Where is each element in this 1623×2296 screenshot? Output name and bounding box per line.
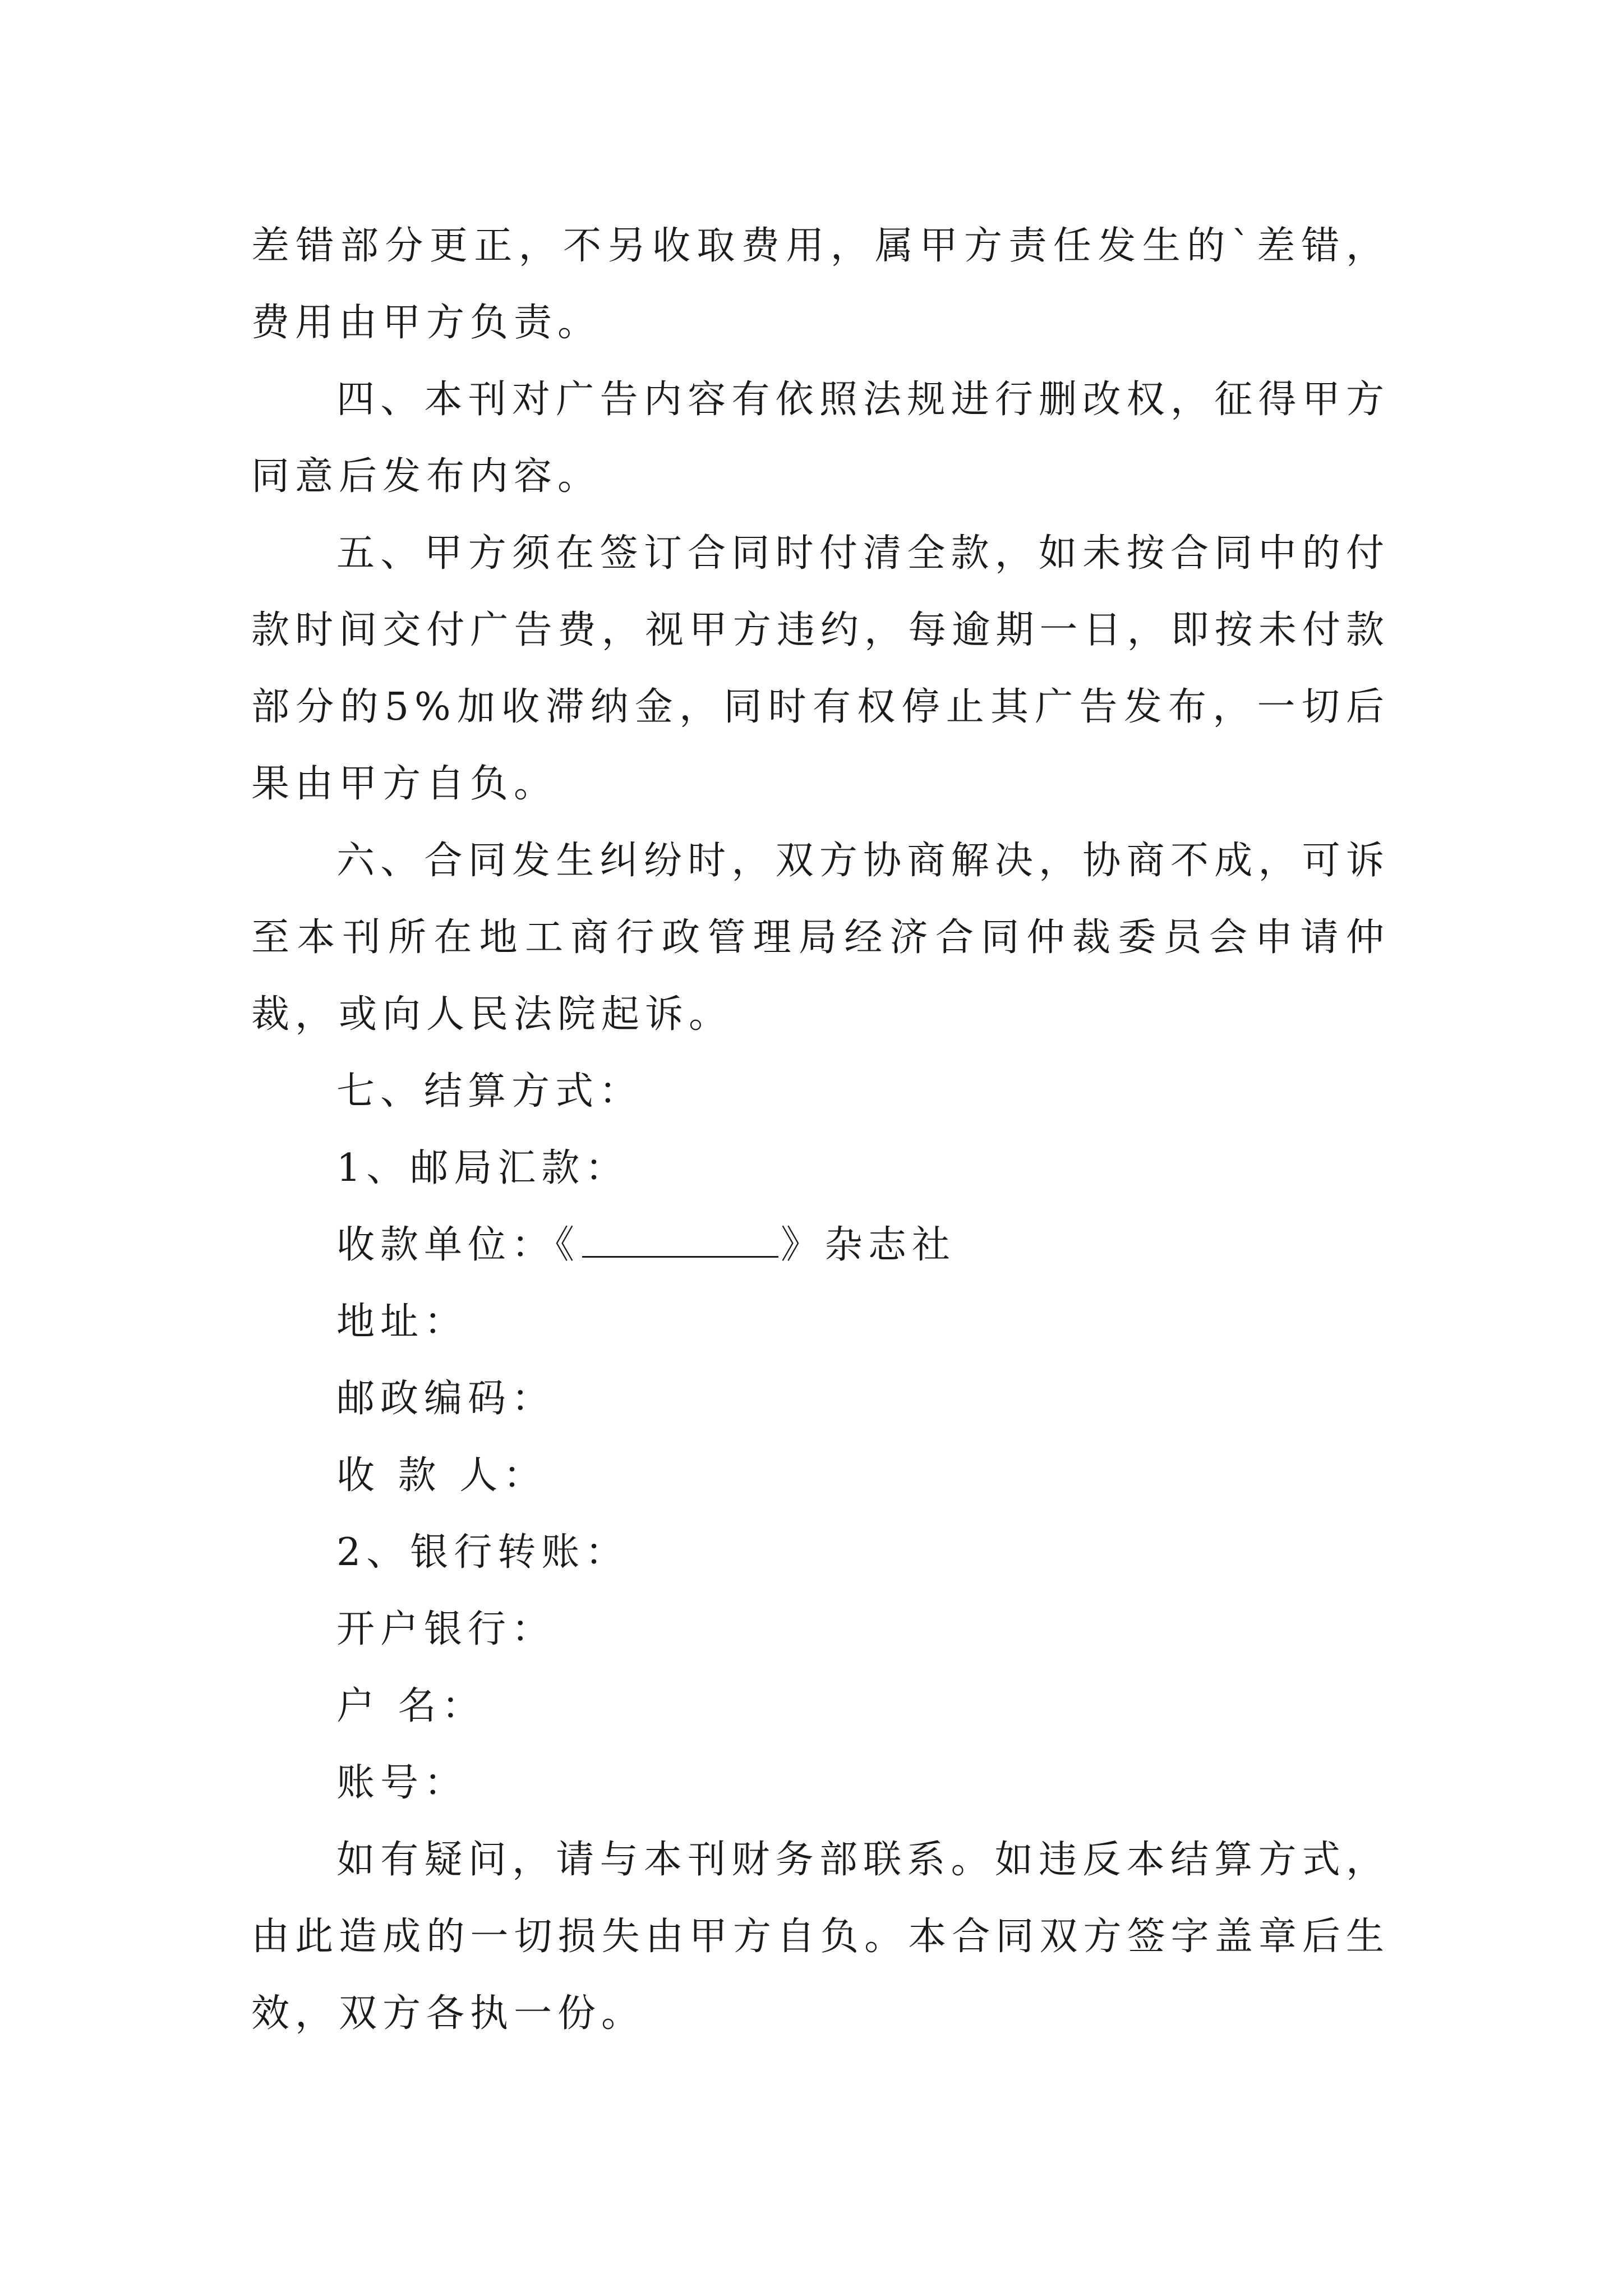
- payee-unit-line: [251, 1207, 1390, 1283]
- payee-unit-suffix: 》杂志社: [781, 1223, 956, 1267]
- bank-transfer-heading: 2、银行转账：: [336, 1530, 629, 1575]
- account-name-field: 户 名：: [336, 1684, 486, 1728]
- paragraph-clause-4: 四、本刊对广告内容有依照法规进行删改权，征得甲方同意后发布内容。: [251, 378, 1390, 499]
- payee-unit-blank: [582, 1223, 778, 1258]
- payee-unit-prefix: 收款单位：《: [336, 1223, 580, 1267]
- postcode-field: 邮政编码：: [336, 1377, 556, 1421]
- postal-remittance-heading: 1、邮局汇款：: [336, 1146, 629, 1190]
- paragraph-clause-7: 七、结算方式：: [336, 1069, 643, 1114]
- payee-field: 收 款 人：: [336, 1453, 547, 1498]
- closing-paragraph: 如有疑问，请与本刊财务部联系。如违反本结算方式，由此造成的一切损失由甲方自负。本合同双方签字盖章后生效，双方各执一份。: [251, 1838, 1390, 2036]
- paragraph-clause-5: 五、甲方须在签订合同时付清全款，如未按合同中的付款时间交付广告费，视甲方违约，每逾期一日，即按未付款部分的5%加收滞纳金，同时有权停止其广告发布，一切后果由甲方自负。: [251, 531, 1390, 806]
- bank-name-field: 开户银行：: [336, 1607, 556, 1651]
- paragraph-continuation: 差错部分更正，不另收取费用，属甲方责任发生的`差错，费用由甲方负责。: [251, 224, 1390, 345]
- paragraph-clause-6: 六、合同发生纠纷时，双方协商解决，协商不成，可诉至本刊所在地工商行政管理局经济合同仲裁委员会申请仲裁，或向人民法院起诉。: [251, 839, 1390, 1037]
- account-number-field: 账号：: [336, 1761, 468, 1805]
- document-body: [251, 208, 1390, 2052]
- address-field: 地址：: [336, 1300, 468, 1344]
